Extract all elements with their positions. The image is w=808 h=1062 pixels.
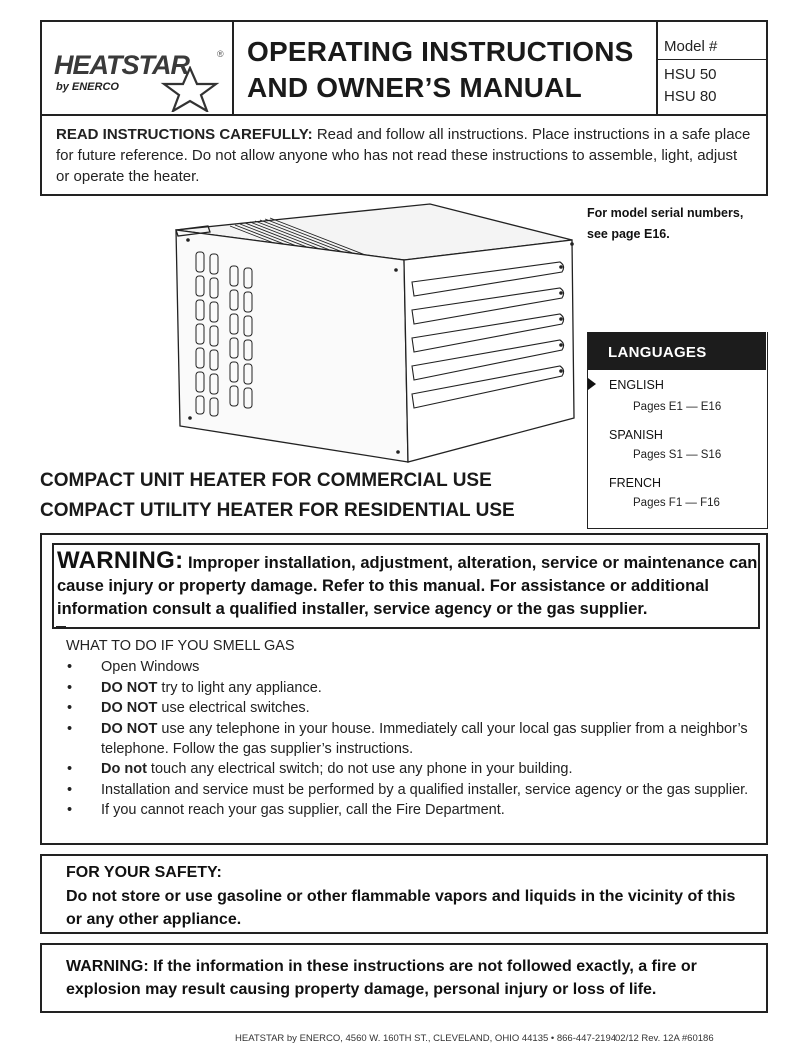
- list-item: • Open Windows: [67, 659, 200, 675]
- model-cell: [658, 22, 766, 114]
- warning-label: WARNING:: [57, 547, 184, 574]
- model-number: HSU 80: [664, 88, 717, 105]
- logo-cell: [42, 22, 234, 114]
- list-item: • DO NOT use electrical switches.: [67, 700, 310, 716]
- warning-statement: [57, 549, 759, 621]
- footer-address: HEATSTAR by ENERCO, 4560 W. 160TH ST., CLEVELAND, OHIO 44135 • 866-447-2194: [235, 1033, 617, 1044]
- model-number: HSU 50: [664, 66, 717, 83]
- warning-dash-divider: [56, 626, 66, 628]
- heading-commercial-use: COMPACT UNIT HEATER FOR COMMERCIAL USE: [40, 470, 492, 491]
- language-pages-spanish: Pages S1 — S16: [633, 449, 722, 461]
- language-name-spanish: SPANISH: [609, 428, 663, 442]
- language-name-french: FRENCH: [609, 476, 662, 490]
- document-title-line-1: OPERATING INSTRUCTIONS: [247, 36, 634, 67]
- heater-illustration: [168, 200, 580, 468]
- safety-text: Do not store or use gasoline or other flammable vapors and liquids in the vicinity of this or any other appliance.: [66, 888, 736, 928]
- read-instructions-box: [40, 116, 768, 196]
- footer-revision: 02/12 Rev. 12A #60186: [615, 1033, 714, 1044]
- list-item: • Do not touch any electrical switch; do not use any phone in your building.: [67, 761, 573, 777]
- fire-explosion-warning-text: WARNING: If the information in these instructions are not followed exactly, a fire or explosion may result causing property damage, personal injury or loss of life.: [66, 958, 697, 998]
- gas-warning-box: [40, 533, 768, 845]
- star-logo-icon: [160, 66, 220, 112]
- serial-note-line-1: For model serial numbers,: [587, 206, 744, 220]
- list-item: • Installation and service must be performed by a qualified installer, service agency or the gas supplier.: [67, 781, 749, 798]
- serial-note-line-2: see page E16.: [587, 227, 670, 241]
- language-pages-french: Pages F1 — F16: [633, 497, 720, 509]
- languages-header: [588, 332, 766, 370]
- safety-box: [40, 854, 768, 934]
- list-item: • DO NOT use any telephone in your house. Immediately call your local gas supplier from a neighbor’s telephone. Follow the gas supplier’s instructions.: [67, 720, 748, 757]
- registered-mark: ®: [217, 49, 224, 59]
- current-language-arrow-icon: [588, 378, 596, 390]
- model-label: Model #: [664, 38, 718, 55]
- document-header: [40, 20, 768, 116]
- warning-text: Improper installation, adjustment, alteration, service or maintenance can cause injury or property damage. Refer to this manual. For assistance or additional information consult a qualified installer, service agency or the gas supplier.: [57, 554, 758, 618]
- languages-title: LANGUAGES: [608, 344, 707, 361]
- list-item: • If you cannot reach your gas supplier, call the Fire Department.: [67, 802, 505, 818]
- safety-title: FOR YOUR SAFETY:: [66, 864, 222, 881]
- language-pages-english: Pages E1 — E16: [633, 401, 722, 413]
- title-cell: [234, 22, 658, 114]
- language-name-english: ENGLISH: [609, 378, 664, 392]
- languages-panel: [587, 332, 768, 529]
- list-item: • DO NOT try to light any appliance.: [67, 679, 322, 696]
- fire-explosion-warning-box: [40, 943, 768, 1013]
- smell-gas-list: [64, 657, 754, 821]
- brand-logo-text: HEATSTAR: [54, 50, 189, 80]
- document-title-line-2: AND OWNER’S MANUAL: [247, 72, 582, 103]
- read-instructions-text: Read and follow all instructions. Place instructions in a safe place for future reference. Do not allow anyone who has not read these instructions to assemble, light, adjust or operate the heater.: [56, 126, 751, 185]
- warning-statement-box: [52, 543, 760, 629]
- model-divider: [658, 59, 766, 60]
- brand-byline: by ENERCO: [56, 81, 119, 93]
- heading-residential-use: COMPACT UTILITY HEATER FOR RESIDENTIAL USE: [40, 500, 515, 521]
- read-instructions-lead: READ INSTRUCTIONS CAREFULLY:: [56, 126, 313, 143]
- smell-gas-title: WHAT TO DO IF YOU SMELL GAS: [66, 638, 295, 654]
